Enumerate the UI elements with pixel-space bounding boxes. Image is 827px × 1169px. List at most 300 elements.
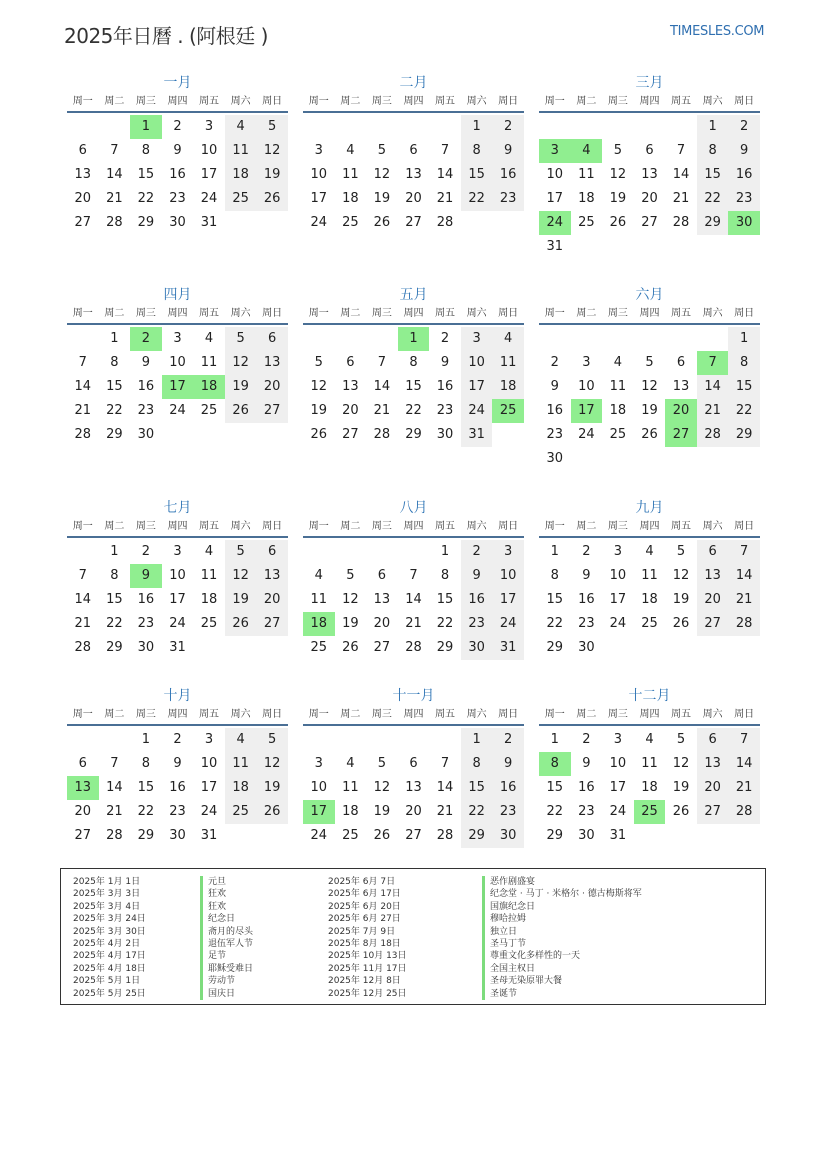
- day-cell: 5: [314, 355, 323, 370]
- weekday-label: 周一: [72, 308, 93, 319]
- holiday-name: 狂欢: [200, 901, 253, 913]
- day-cell: 9: [141, 355, 151, 370]
- day-cell: 20: [74, 804, 92, 819]
- day-cell: 24: [310, 828, 328, 843]
- holiday-date: 2025年 3月 3日: [73, 889, 141, 900]
- holiday-day-cell: 1: [130, 115, 162, 139]
- day-cell: 26: [672, 804, 690, 819]
- day-cell: 10: [578, 379, 595, 394]
- day-cell: 7: [110, 143, 119, 158]
- holiday-day-cell: 25: [492, 399, 524, 423]
- weekday-label: 周三: [607, 521, 628, 532]
- day-cell: 21: [405, 616, 422, 631]
- day-cell: 28: [697, 423, 729, 447]
- day-cell: 24: [492, 612, 524, 636]
- holiday-date: 2025年 3月 4日: [73, 901, 141, 912]
- weekday-label: 周日: [262, 709, 283, 720]
- day-cell: 18: [492, 375, 524, 399]
- day-cell: 27: [405, 215, 422, 230]
- holiday-date: 2025年 7月 9日: [328, 926, 396, 937]
- day-cell: 3: [173, 331, 182, 346]
- day-cell: 2: [550, 355, 559, 370]
- day-cell: 23: [169, 191, 186, 206]
- day-cell: 10: [461, 351, 493, 375]
- day-cell: 14: [373, 379, 391, 394]
- weekday-label: 周五: [199, 308, 220, 319]
- day-cell: 19: [225, 588, 257, 612]
- day-cell: 22: [106, 403, 123, 418]
- holiday-day-cell: 20: [665, 399, 697, 423]
- day-cell: 11: [225, 139, 257, 163]
- day-cell: 12: [342, 592, 359, 607]
- day-cell: 4: [314, 568, 323, 583]
- holiday-name: 全国主权日: [482, 963, 642, 975]
- day-cell: 19: [641, 403, 658, 418]
- day-cell: 25: [342, 215, 359, 230]
- day-cell: 29: [106, 640, 123, 655]
- day-cell: 27: [74, 828, 92, 843]
- day-cell: 2: [728, 115, 760, 139]
- day-cell: 31: [200, 828, 218, 843]
- weekday-header: [539, 305, 760, 325]
- days-grid: [67, 327, 288, 471]
- weekday-label: 周五: [671, 521, 692, 532]
- day-cell: 4: [492, 327, 524, 351]
- holiday-date: 2025年 12月 8日: [328, 976, 401, 987]
- day-cell: 7: [78, 355, 87, 370]
- month-name: 四月: [163, 287, 192, 303]
- day-cell: 11: [578, 167, 595, 182]
- weekday-label: 周六: [702, 709, 723, 720]
- weekday-label: 周六: [230, 709, 251, 720]
- weekday-label: 周日: [498, 308, 519, 319]
- day-cell: 2: [173, 119, 182, 134]
- holiday-day-cell: 1: [398, 327, 430, 351]
- day-cell: 8: [409, 355, 418, 370]
- day-cell: 10: [200, 756, 218, 771]
- weekday-label: 周日: [734, 308, 755, 319]
- holiday-name: 纪念日: [200, 913, 253, 925]
- day-cell: 16: [169, 780, 186, 795]
- day-cell: 26: [342, 640, 359, 655]
- weekday-label: 周二: [104, 521, 125, 532]
- day-cell: 18: [225, 776, 257, 800]
- holiday-names-col-2: [482, 876, 642, 1000]
- day-cell: 28: [106, 828, 123, 843]
- day-cell: 21: [697, 399, 729, 423]
- day-cell: 30: [436, 427, 454, 442]
- day-cell: 25: [200, 403, 218, 418]
- day-cell: 3: [314, 143, 323, 158]
- day-cell: 3: [613, 544, 623, 559]
- day-cell: 1: [728, 327, 760, 351]
- day-cell: 12: [225, 564, 257, 588]
- day-cell: 26: [225, 612, 257, 636]
- day-cell: 10: [609, 756, 627, 771]
- weekday-label: 周六: [466, 96, 487, 107]
- page-title: 2025年日曆 . (阿根廷 ): [64, 24, 268, 48]
- holiday-name: 纪念堂 · 马丁 · 米格尔 · 德古梅斯将军: [482, 888, 642, 900]
- day-cell: 5: [613, 143, 623, 158]
- holiday-date: 2025年 4月 18日: [73, 963, 146, 974]
- weekday-label: 周日: [734, 521, 755, 532]
- day-cell: 16: [546, 403, 564, 418]
- weekday-label: 周日: [734, 96, 755, 107]
- weekday-label: 周二: [104, 96, 125, 107]
- weekday-label: 周一: [544, 96, 565, 107]
- month-name: 九月: [635, 500, 664, 516]
- day-cell: 1: [440, 544, 450, 559]
- day-cell: 28: [74, 427, 92, 442]
- holiday-day-cell: 8: [539, 752, 571, 776]
- day-cell: 30: [137, 640, 155, 655]
- day-cell: 24: [461, 399, 493, 423]
- day-cell: 20: [405, 191, 422, 206]
- holiday-date: 2025年 5月 25日: [73, 988, 146, 999]
- weekday-label: 周六: [466, 521, 487, 532]
- day-cell: 26: [256, 187, 288, 211]
- day-cell: 6: [697, 728, 729, 752]
- month-name: 八月: [399, 500, 428, 516]
- weekday-label: 周五: [199, 709, 220, 720]
- day-cell: 29: [106, 427, 123, 442]
- day-cell: 14: [436, 167, 454, 182]
- holiday-name: 劳动节: [200, 975, 253, 987]
- day-cell: 9: [728, 139, 760, 163]
- day-cell: 18: [609, 403, 627, 418]
- day-cell: 21: [672, 191, 690, 206]
- month-calendar: [539, 285, 760, 471]
- holiday-dates-col-1: [73, 876, 146, 1000]
- day-cell: 21: [436, 804, 454, 819]
- day-cell: 18: [200, 592, 218, 607]
- holiday-date: 2025年 6月 27日: [328, 914, 401, 925]
- day-cell: 27: [256, 612, 288, 636]
- day-cell: 7: [676, 143, 686, 158]
- day-cell: 12: [256, 139, 288, 163]
- day-cell: 20: [342, 403, 359, 418]
- days-grid: [67, 115, 288, 259]
- day-cell: 16: [492, 776, 524, 800]
- days-grid: [539, 728, 760, 872]
- day-cell: 31: [169, 640, 186, 655]
- day-cell: 23: [578, 804, 595, 819]
- day-cell: 13: [697, 564, 729, 588]
- day-cell: 27: [74, 215, 92, 230]
- day-cell: 4: [645, 732, 654, 747]
- weekday-label: 周一: [544, 709, 565, 720]
- holiday-day-cell: 4: [571, 139, 603, 163]
- weekday-label: 周日: [498, 521, 519, 532]
- day-cell: 28: [436, 828, 454, 843]
- day-cell: 22: [546, 616, 564, 631]
- day-cell: 18: [641, 592, 658, 607]
- weekday-label: 周三: [607, 308, 628, 319]
- weekday-header: [67, 706, 288, 726]
- weekday-label: 周三: [607, 709, 628, 720]
- day-cell: 19: [256, 163, 288, 187]
- day-cell: 4: [346, 143, 355, 158]
- weekday-label: 周日: [498, 96, 519, 107]
- weekday-label: 周日: [498, 709, 519, 720]
- day-cell: 21: [373, 403, 391, 418]
- day-cell: 11: [609, 379, 627, 394]
- day-cell: 16: [137, 379, 155, 394]
- weekday-label: 周三: [371, 709, 392, 720]
- day-cell: 15: [728, 375, 760, 399]
- day-cell: 24: [609, 616, 627, 631]
- day-cell: 26: [310, 427, 328, 442]
- holiday-day-cell: 24: [539, 211, 571, 235]
- day-cell: 16: [578, 780, 595, 795]
- holiday-name: 圣马丁节: [482, 938, 642, 950]
- day-cell: 5: [676, 732, 686, 747]
- day-cell: 26: [225, 399, 257, 423]
- day-cell: 15: [697, 163, 729, 187]
- day-cell: 30: [492, 824, 524, 848]
- day-cell: 12: [672, 568, 690, 583]
- weekday-label: 周五: [435, 709, 456, 720]
- day-cell: 12: [672, 756, 690, 771]
- holiday-date: 2025年 4月 2日: [73, 938, 141, 949]
- weekday-label: 周一: [308, 709, 329, 720]
- day-cell: 11: [342, 780, 359, 795]
- day-cell: 19: [672, 780, 690, 795]
- month-calendar: [303, 686, 524, 872]
- day-cell: 7: [728, 728, 760, 752]
- holiday-name: 斋月的尽头: [200, 926, 253, 938]
- month-calendar: [539, 73, 760, 259]
- weekday-label: 周三: [135, 308, 156, 319]
- day-cell: 30: [137, 427, 155, 442]
- day-cell: 24: [169, 403, 186, 418]
- holiday-name: 国旗纪念日: [482, 901, 642, 913]
- weekday-label: 周二: [340, 709, 361, 720]
- day-cell: 14: [697, 375, 729, 399]
- weekday-label: 周四: [403, 521, 424, 532]
- day-cell: 30: [546, 451, 564, 466]
- day-cell: 26: [672, 616, 690, 631]
- weekday-label: 周五: [199, 96, 220, 107]
- holiday-name: 尊重文化多样性的一天: [482, 950, 642, 962]
- day-cell: 6: [256, 327, 288, 351]
- weekday-label: 周日: [262, 521, 283, 532]
- month-name: 七月: [163, 500, 192, 516]
- day-cell: 11: [310, 592, 328, 607]
- day-cell: 22: [728, 399, 760, 423]
- day-cell: 17: [492, 588, 524, 612]
- day-cell: 24: [169, 616, 186, 631]
- day-cell: 12: [256, 752, 288, 776]
- day-cell: 7: [377, 355, 387, 370]
- weekday-label: 周六: [230, 96, 251, 107]
- day-cell: 23: [169, 804, 186, 819]
- day-cell: 5: [676, 544, 686, 559]
- day-cell: 1: [141, 732, 151, 747]
- day-cell: 26: [373, 215, 391, 230]
- day-cell: 2: [461, 540, 493, 564]
- day-cell: 24: [200, 191, 218, 206]
- day-cell: 10: [546, 167, 564, 182]
- day-cell: 18: [641, 780, 658, 795]
- weekday-label: 周五: [199, 521, 220, 532]
- day-cell: 5: [225, 327, 257, 351]
- day-cell: 6: [409, 756, 418, 771]
- weekday-label: 周五: [671, 308, 692, 319]
- day-cell: 30: [578, 828, 595, 843]
- weekday-label: 周三: [135, 96, 156, 107]
- days-grid: [67, 540, 288, 684]
- day-cell: 13: [405, 780, 422, 795]
- holiday-day-cell: 30: [728, 211, 760, 235]
- day-cell: 25: [609, 427, 627, 442]
- holiday-day-cell: 18: [193, 375, 225, 399]
- day-cell: 9: [492, 139, 524, 163]
- weekday-label: 周二: [576, 521, 597, 532]
- day-cell: 13: [405, 167, 422, 182]
- day-cell: 17: [169, 592, 186, 607]
- month-calendar: [303, 73, 524, 259]
- day-cell: 14: [74, 379, 92, 394]
- day-cell: 17: [200, 167, 218, 182]
- day-cell: 28: [728, 800, 760, 824]
- holiday-date: 2025年 6月 20日: [328, 901, 401, 912]
- day-cell: 28: [405, 640, 422, 655]
- weekday-label: 周一: [308, 96, 329, 107]
- site-logo[interactable]: TIMESLES.COM: [670, 24, 765, 39]
- weekday-label: 周日: [262, 96, 283, 107]
- day-cell: 14: [728, 564, 760, 588]
- day-cell: 13: [342, 379, 359, 394]
- day-cell: 9: [550, 379, 559, 394]
- day-cell: 28: [106, 215, 123, 230]
- day-cell: 15: [546, 780, 564, 795]
- day-cell: 13: [373, 592, 391, 607]
- holiday-dates-col-2: [328, 876, 407, 1000]
- day-cell: 8: [728, 351, 760, 375]
- weekday-label: 周四: [167, 709, 188, 720]
- weekday-header: [67, 305, 288, 325]
- day-cell: 3: [173, 544, 182, 559]
- weekday-header: [303, 305, 524, 325]
- weekday-header: [303, 518, 524, 538]
- day-cell: 29: [728, 423, 760, 447]
- days-grid: [303, 540, 524, 684]
- day-cell: 15: [461, 163, 493, 187]
- weekday-label: 周六: [230, 308, 251, 319]
- holiday-date: 2025年 3月 24日: [73, 914, 146, 925]
- day-cell: 30: [578, 640, 595, 655]
- day-cell: 6: [78, 756, 87, 771]
- day-cell: 27: [373, 640, 391, 655]
- weekday-label: 周三: [371, 521, 392, 532]
- day-cell: 19: [225, 375, 257, 399]
- day-cell: 28: [672, 215, 690, 230]
- day-cell: 13: [256, 564, 288, 588]
- day-cell: 23: [461, 612, 493, 636]
- day-cell: 14: [106, 167, 123, 182]
- day-cell: 10: [169, 355, 186, 370]
- day-cell: 1: [550, 732, 559, 747]
- day-cell: 7: [440, 143, 450, 158]
- day-cell: 19: [672, 592, 690, 607]
- day-cell: 26: [609, 215, 627, 230]
- day-cell: 27: [342, 427, 359, 442]
- holiday-day-cell: 17: [571, 399, 603, 423]
- day-cell: 21: [74, 616, 92, 631]
- day-cell: 4: [613, 355, 623, 370]
- weekday-label: 周二: [104, 709, 125, 720]
- day-cell: 21: [728, 776, 760, 800]
- holiday-date: 2025年 11月 17日: [328, 963, 407, 974]
- weekday-label: 周四: [403, 709, 424, 720]
- day-cell: 21: [728, 588, 760, 612]
- holiday-day-cell: 9: [130, 564, 162, 588]
- weekday-label: 周六: [702, 521, 723, 532]
- day-cell: 25: [578, 215, 595, 230]
- holiday-date: 2025年 4月 17日: [73, 951, 146, 962]
- day-cell: 2: [492, 115, 524, 139]
- day-cell: 21: [106, 804, 123, 819]
- day-cell: 1: [550, 544, 559, 559]
- holiday-date: 2025年 8月 18日: [328, 938, 401, 949]
- day-cell: 6: [346, 355, 355, 370]
- holiday-name: 退伍军人节: [200, 938, 253, 950]
- day-cell: 24: [200, 804, 218, 819]
- day-cell: 26: [373, 828, 391, 843]
- day-cell: 4: [225, 728, 257, 752]
- day-cell: 22: [697, 187, 729, 211]
- day-cell: 1: [697, 115, 729, 139]
- day-cell: 23: [436, 403, 454, 418]
- day-cell: 3: [314, 756, 323, 771]
- day-cell: 23: [492, 187, 524, 211]
- day-cell: 16: [436, 379, 454, 394]
- day-cell: 20: [373, 616, 391, 631]
- day-cell: 25: [200, 616, 218, 631]
- weekday-label: 周二: [340, 521, 361, 532]
- day-cell: 6: [256, 540, 288, 564]
- day-cell: 1: [461, 115, 493, 139]
- month-calendar: [539, 686, 760, 872]
- day-cell: 31: [461, 423, 493, 447]
- weekday-header: [539, 706, 760, 726]
- day-cell: 12: [310, 379, 328, 394]
- days-grid: [67, 728, 288, 872]
- day-cell: 22: [461, 800, 493, 824]
- weekday-label: 周五: [671, 709, 692, 720]
- weekday-label: 周四: [639, 308, 660, 319]
- day-cell: 23: [137, 616, 155, 631]
- weekday-label: 周四: [403, 308, 424, 319]
- holiday-name: 圣诞节: [482, 988, 642, 1000]
- weekday-label: 周二: [340, 96, 361, 107]
- day-cell: 19: [609, 191, 627, 206]
- day-cell: 29: [436, 640, 454, 655]
- day-cell: 31: [492, 636, 524, 660]
- weekday-header: [303, 93, 524, 113]
- day-cell: 7: [409, 568, 418, 583]
- day-cell: 20: [256, 588, 288, 612]
- month-name: 二月: [399, 75, 428, 91]
- day-cell: 13: [697, 752, 729, 776]
- day-cell: 17: [546, 191, 564, 206]
- holiday-day-cell: 2: [130, 327, 162, 351]
- day-cell: 28: [436, 215, 454, 230]
- month-calendar: [303, 498, 524, 684]
- day-cell: 14: [728, 752, 760, 776]
- weekday-label: 周日: [262, 308, 283, 319]
